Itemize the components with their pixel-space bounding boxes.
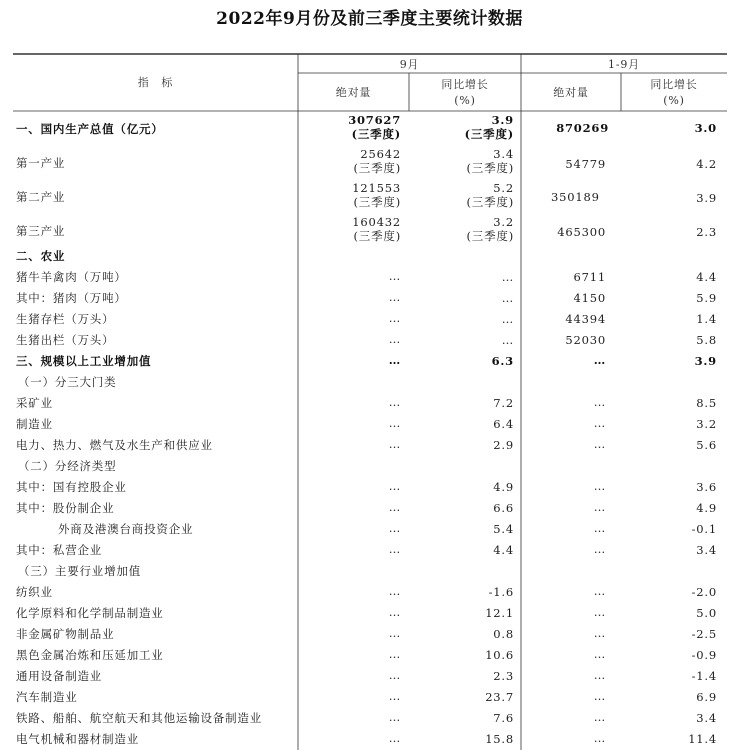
- sep-growth-value: 23.7: [485, 690, 514, 704]
- sep-absolute-value: …: [388, 731, 401, 745]
- header-growth-unit-ytd: (%): [663, 94, 685, 107]
- sep-growth-value: …: [501, 333, 514, 347]
- sep-growth-value: 6.4: [493, 417, 514, 431]
- row-label: 第一产业: [16, 156, 66, 170]
- ytd-growth-value: 8.5: [696, 396, 717, 410]
- ytd-absolute-value: 870269: [556, 121, 609, 135]
- sep-absolute-value: …: [388, 416, 401, 430]
- sep-growth-value: 10.6: [485, 648, 514, 662]
- ytd-growth-value: 2.3: [696, 225, 717, 239]
- sep-growth-value: 2.9: [493, 438, 514, 452]
- row-label: 其中：猪肉（万吨）: [16, 291, 127, 305]
- sep-growth-value: 12.1: [485, 606, 514, 620]
- ytd-growth-value: 3.0: [694, 121, 717, 135]
- sep-absolute-value: …: [388, 542, 401, 556]
- ytd-growth-value: 1.4: [696, 312, 717, 326]
- ytd-growth-value: 3.4: [696, 711, 717, 725]
- sep-absolute-value: 307627: [348, 113, 401, 127]
- ytd-absolute-value: 350189: [551, 190, 600, 204]
- sep-growth-value: 4.9: [493, 480, 514, 494]
- section-heading: （三）主要行业增加值: [18, 564, 141, 578]
- row-label: 汽车制造业: [16, 690, 78, 704]
- ytd-growth-value: -1.4: [691, 669, 717, 683]
- ytd-growth-value: 4.2: [696, 157, 717, 171]
- sep-growth-value: 6.3: [491, 354, 514, 368]
- row-label: 其中：国有控股企业: [16, 480, 127, 494]
- ytd-growth-value: 5.8: [696, 333, 717, 347]
- sep-growth-value: …: [501, 312, 514, 326]
- ytd-absolute-value: …: [593, 668, 606, 682]
- ytd-growth-value: -0.1: [691, 522, 717, 536]
- ytd-growth-value: -2.5: [691, 627, 717, 641]
- sep-absolute-value: …: [388, 332, 401, 346]
- ytd-absolute-value: …: [593, 584, 606, 598]
- sep-growth-value: 2.3: [493, 669, 514, 683]
- ytd-absolute-value: …: [593, 395, 606, 409]
- ytd-absolute-value: 54779: [565, 157, 606, 171]
- ytd-growth-value: 4.9: [696, 501, 717, 515]
- row-label: 猪牛羊禽肉（万吨）: [16, 270, 127, 284]
- ytd-absolute-value: …: [593, 437, 606, 451]
- row-label: 其中：股份制企业: [16, 501, 115, 515]
- sep-growth-note: (三季度): [466, 229, 514, 243]
- row-label: 第二产业: [16, 190, 66, 204]
- sep-growth-value: -1.6: [488, 585, 514, 599]
- ytd-absolute-value: …: [593, 605, 606, 619]
- sep-absolute-note: (三季度): [353, 229, 401, 243]
- row-label: 铁路、船舶、航空航天和其他运输设备制造业: [16, 711, 262, 725]
- row-label: 电气机械和器材制造业: [16, 732, 139, 746]
- sep-growth-value: 7.2: [493, 396, 514, 410]
- ytd-growth-value: 5.0: [696, 606, 717, 620]
- page-title: 2022年9月份及前三季度主要统计数据: [216, 9, 523, 29]
- row-label: 采矿业: [16, 396, 53, 410]
- sep-growth-value: 3.4: [493, 147, 514, 161]
- row-label: 纺织业: [16, 585, 53, 599]
- sep-absolute-value: …: [388, 584, 401, 598]
- section-heading: 二、农业: [16, 249, 66, 263]
- header-growth-unit-sep: (%): [454, 94, 476, 107]
- header-indicator: 指 标: [137, 76, 174, 89]
- ytd-absolute-value: 6711: [573, 270, 606, 284]
- row-label: 制造业: [16, 417, 53, 431]
- sep-growth-value: 3.2: [493, 215, 514, 229]
- sep-absolute-value: …: [388, 290, 401, 304]
- sep-absolute-value: …: [388, 311, 401, 325]
- row-label: 化学原料和化学制品制造业: [16, 606, 164, 620]
- sep-growth-value: 5.2: [493, 181, 514, 195]
- row-label: 非金属矿物制品业: [16, 627, 115, 641]
- sep-growth-value: 3.9: [491, 113, 514, 127]
- sep-growth-note: (三季度): [466, 161, 514, 175]
- ytd-absolute-value: …: [593, 500, 606, 514]
- ytd-absolute-value: 52030: [565, 333, 606, 347]
- ytd-absolute-value: …: [593, 689, 606, 703]
- section-heading: （二）分经济类型: [18, 459, 117, 473]
- ytd-absolute-value: …: [593, 521, 606, 535]
- sep-absolute-value: 25642: [360, 147, 401, 161]
- ytd-absolute-value: 44394: [565, 312, 606, 326]
- sep-absolute-value: …: [388, 437, 401, 451]
- sep-absolute-value: …: [388, 626, 401, 640]
- header-absolute-ytd: 绝对量: [553, 86, 589, 99]
- ytd-absolute-value: …: [593, 416, 606, 430]
- sep-absolute-value: …: [388, 521, 401, 535]
- ytd-growth-value: -0.9: [691, 648, 717, 662]
- header-growth-sep: 同比增长: [441, 78, 489, 91]
- ytd-absolute-value: …: [593, 353, 606, 367]
- sep-absolute-value: …: [388, 353, 401, 367]
- sep-growth-value: …: [501, 270, 514, 284]
- row-label: 生猪出栏（万头）: [16, 333, 115, 347]
- sep-absolute-value: …: [388, 689, 401, 703]
- sep-absolute-value: …: [388, 269, 401, 283]
- sep-growth-value: 15.8: [485, 732, 514, 746]
- row-label: 黑色金属冶炼和压延加工业: [16, 648, 164, 662]
- sep-absolute-value: …: [388, 668, 401, 682]
- sep-growth-value: …: [501, 291, 514, 305]
- ytd-growth-value: 3.9: [696, 191, 717, 205]
- header-growth-ytd: 同比增长: [650, 78, 698, 91]
- sep-absolute-note: (三季度): [353, 195, 401, 209]
- ytd-absolute-value: …: [593, 647, 606, 661]
- ytd-absolute-value: …: [593, 542, 606, 556]
- ytd-growth-value: 5.6: [696, 438, 717, 452]
- ytd-absolute-value: 465300: [557, 225, 606, 239]
- ytd-growth-value: 4.4: [696, 270, 717, 284]
- sep-growth-value: 5.4: [493, 522, 514, 536]
- sep-absolute-note: (三季度): [351, 127, 401, 141]
- row-label: 生猪存栏（万头）: [16, 312, 115, 326]
- row-label: 外商及港澳台商投资企业: [58, 522, 194, 536]
- sep-growth-value: 0.8: [493, 627, 514, 641]
- ytd-growth-value: -2.0: [691, 585, 717, 599]
- header-period-jan-sep: 1-9月: [608, 58, 640, 71]
- sep-absolute-value: 160432: [352, 215, 401, 229]
- sep-absolute-value: 121553: [352, 181, 401, 195]
- row-label: 电力、热力、燃气及水生产和供应业: [16, 438, 213, 452]
- ytd-absolute-value: 4150: [573, 291, 606, 305]
- ytd-growth-value: 3.6: [696, 480, 717, 494]
- sep-absolute-value: …: [388, 479, 401, 493]
- sep-absolute-value: …: [388, 500, 401, 514]
- ytd-absolute-value: …: [593, 731, 606, 745]
- sep-absolute-value: …: [388, 647, 401, 661]
- ytd-growth-value: 5.9: [696, 291, 717, 305]
- sep-growth-value: 4.4: [493, 543, 514, 557]
- row-label: 一、国内生产总值（亿元）: [16, 122, 164, 136]
- row-label: 其中：私营企业: [16, 543, 103, 557]
- sep-growth-note: (三季度): [466, 195, 514, 209]
- sep-growth-value: 7.6: [493, 711, 514, 725]
- sep-growth-value: 6.6: [493, 501, 514, 515]
- sep-absolute-value: …: [388, 710, 401, 724]
- ytd-growth-value: 6.9: [696, 690, 717, 704]
- ytd-absolute-value: …: [593, 626, 606, 640]
- sep-absolute-value: …: [388, 395, 401, 409]
- sep-absolute-value: …: [388, 605, 401, 619]
- row-label: 第三产业: [16, 224, 66, 238]
- sep-absolute-note: (三季度): [353, 161, 401, 175]
- header-absolute-sep: 绝对量: [335, 86, 372, 99]
- ytd-absolute-value: …: [593, 710, 606, 724]
- row-label: 通用设备制造业: [16, 669, 103, 683]
- header-period-september: 9月: [399, 58, 420, 71]
- ytd-growth-value: 11.4: [688, 732, 717, 746]
- ytd-absolute-value: …: [593, 479, 606, 493]
- ytd-growth-value: 3.4: [696, 543, 717, 557]
- row-label: 三、规模以上工业增加值: [16, 354, 152, 368]
- sep-growth-note: (三季度): [464, 127, 514, 141]
- ytd-growth-value: 3.2: [696, 417, 717, 431]
- ytd-growth-value: 3.9: [694, 354, 717, 368]
- section-heading: （一）分三大门类: [18, 375, 117, 389]
